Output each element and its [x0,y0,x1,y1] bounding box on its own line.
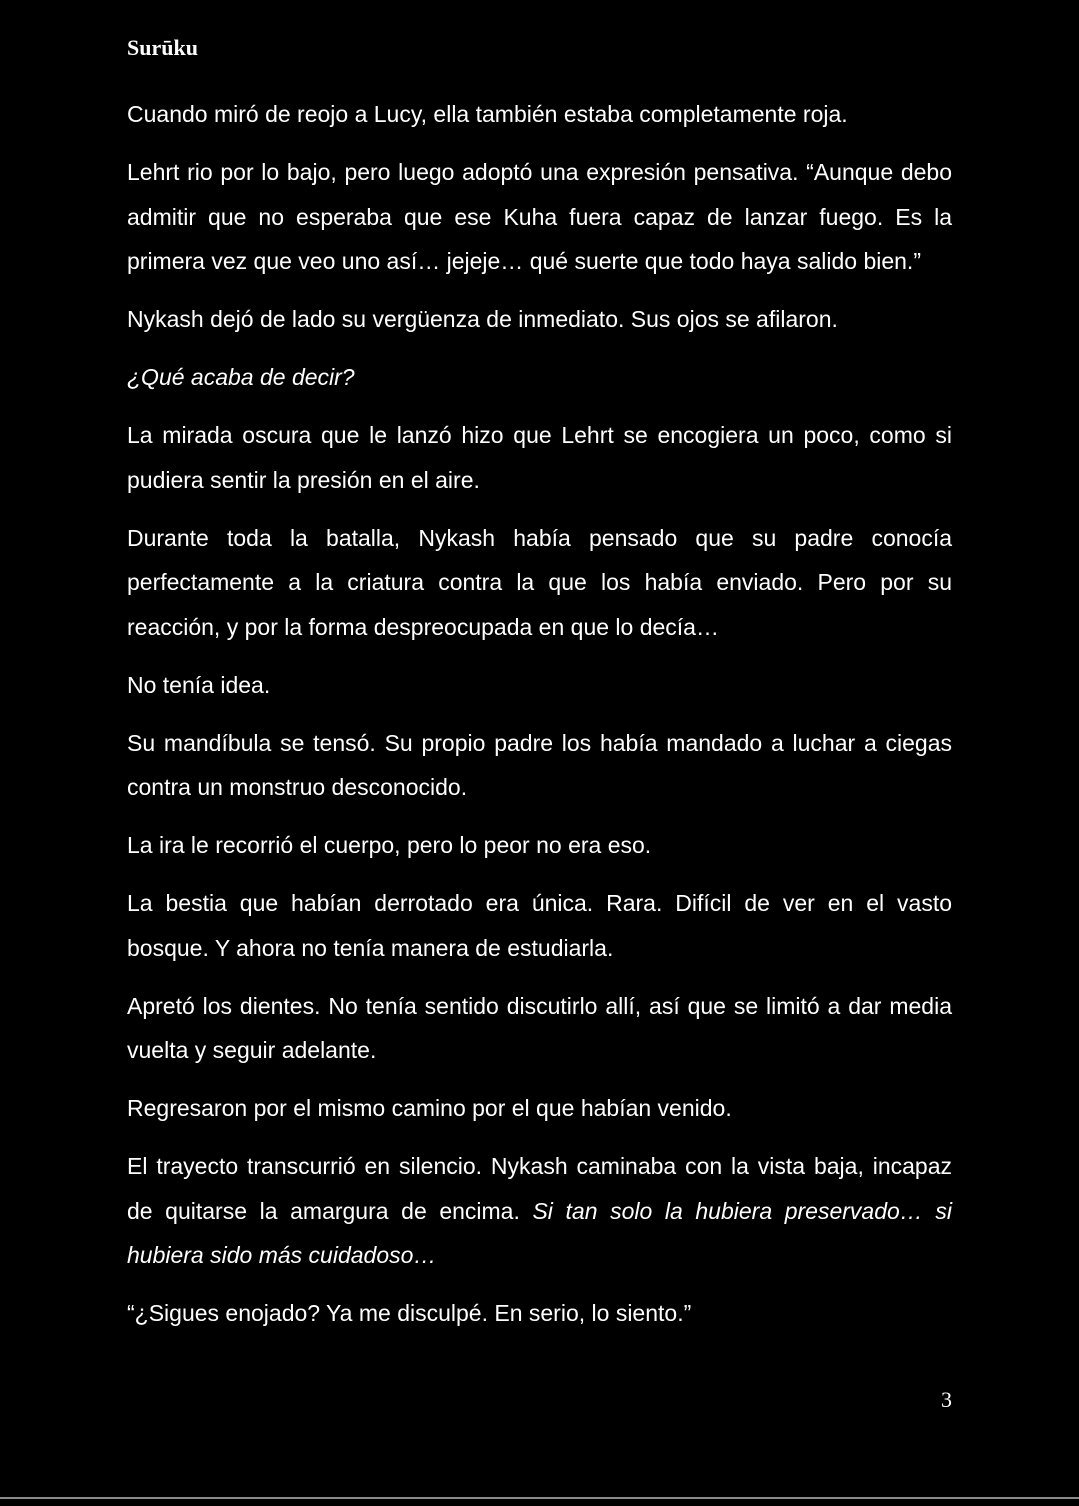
paragraph [127,1086,952,1131]
paragraph [127,516,952,650]
bottom-divider [0,1497,1079,1499]
paragraph [127,1144,952,1278]
paragraph-text: Apretó los dientes. No tenía sentido discutirlo allí, así que se limitó a dar media vuelta y seguir adelante. [127,992,952,1063]
paragraph-text: Su mandíbula se tensó. Su propio padre los había mandado a luchar a ciegas contra un monstruo desconocido. [127,729,952,800]
paragraph [127,150,952,284]
paragraph-text: Cuando miró de reojo a Lucy, ella también estaba completamente roja. [127,101,848,127]
paragraph-text: Regresaron por el mismo camino por el que habían venido. [127,1095,732,1121]
page-number: 3 [941,1387,952,1412]
paragraph [127,823,952,868]
paragraph-text: Durante toda la batalla, Nykash había pensado que su padre conocía perfectamente a la criatura contra la que los había enviado. Pero por su reacción, y por la forma despreocupada en que lo decía… [127,524,952,640]
paragraph-text: El trayecto transcurrió en silencio. Nykash caminaba con la vista baja, incapaz de quitarse la amargura de encima. [127,1153,952,1224]
body-text [127,92,952,1349]
paragraph-text: Lehrt rio por lo bajo, pero luego adoptó una expresión pensativa. “Aunque debo admitir que no esperaba que ese Kuha fuera capaz de lanzar fuego. Es la primera vez que veo uno así… jejeje… qué suerte que todo haya salido bien.” [127,159,952,274]
paragraph [127,92,952,137]
paragraph [127,663,952,708]
paragraph-text: Nykash dejó de lado su vergüenza de inmediato. Sus ojos se afilaron. [127,306,838,332]
paragraph [127,721,952,810]
paragraph [127,1291,952,1336]
paragraph-text: La ira le recorrió el cuerpo, pero lo peor no era eso. [127,832,652,858]
paragraph [127,355,952,400]
paragraph-text: La mirada oscura que le lanzó hizo que Lehrt se encogiera un poco, como si pudiera sentir la presión en el aire. [127,422,952,493]
paragraph [127,881,952,970]
running-header: Surūku [127,35,198,60]
paragraph [127,297,952,342]
paragraph-text: La bestia que habían derrotado era única. Rara. Difícil de ver en el vasto bosque. Y ahora no tenía manera de estudiarla. [127,890,952,961]
paragraph [127,984,952,1073]
paragraph [127,413,952,502]
paragraph-text: No tenía idea. [127,671,271,698]
paragraph-text: “¿Sigues enojado? Ya me disculpé. En serio, lo siento.” [127,1300,692,1326]
italic-text: ¿Qué acaba de decir? [127,364,355,390]
italic-text: Si tan solo la hubiera preservado… si hubiera sido más cuidadoso… [127,1197,952,1268]
